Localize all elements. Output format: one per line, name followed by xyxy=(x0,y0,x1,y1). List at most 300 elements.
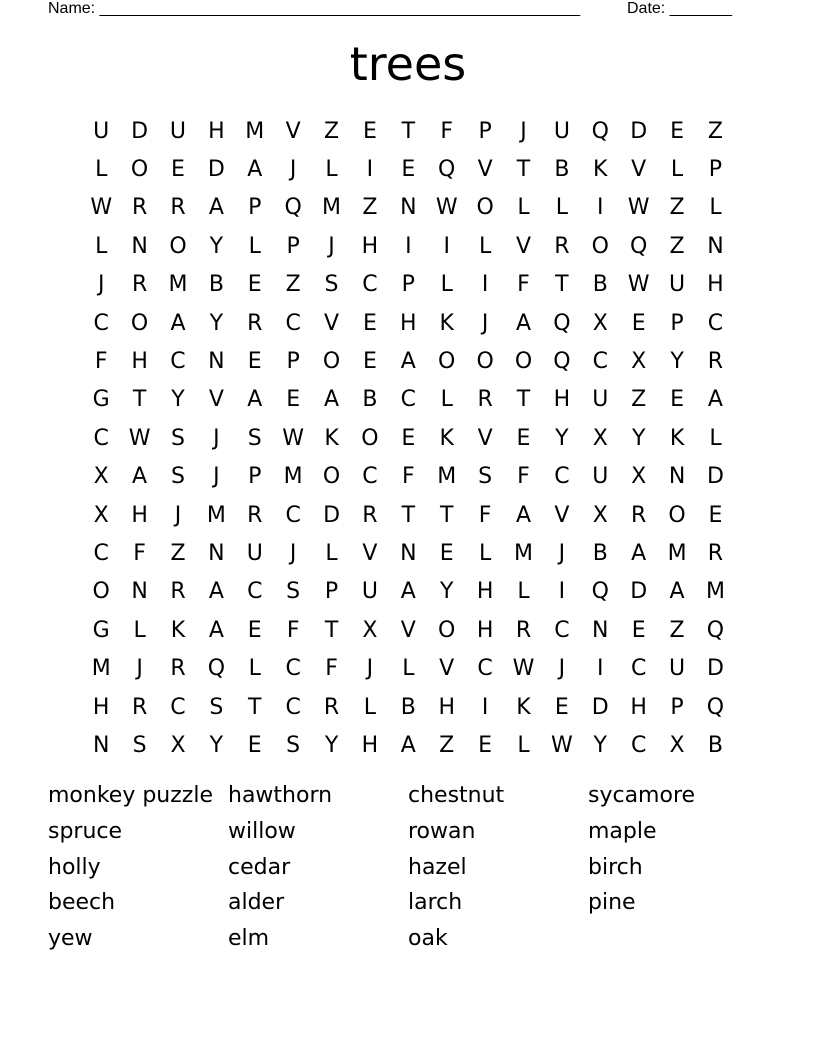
grid-letter: X xyxy=(631,464,647,490)
grid-letter: A xyxy=(132,464,148,490)
grid-letter: X xyxy=(362,617,378,643)
grid-letter: I xyxy=(597,195,604,221)
grid-letter: R xyxy=(131,272,148,298)
grid-letter: E xyxy=(439,540,454,566)
grid-letter: I xyxy=(597,656,604,682)
grid-letter: F xyxy=(517,464,530,490)
grid-letter: U xyxy=(592,387,609,413)
word-list-item: willow xyxy=(228,818,296,844)
word-list-item: beech xyxy=(48,890,116,916)
grid-letter: G xyxy=(92,617,110,643)
grid-letter: F xyxy=(401,464,415,490)
grid-letter: E xyxy=(631,617,646,643)
grid-letter: D xyxy=(131,118,149,144)
grid-letter: N xyxy=(208,349,225,375)
grid-letter: X xyxy=(631,349,647,375)
letter-grid xyxy=(82,112,735,765)
grid-letter: I xyxy=(366,157,374,183)
grid-letter: D xyxy=(706,464,724,490)
grid-letter: C xyxy=(400,387,416,413)
word-list-item: hazel xyxy=(408,854,467,880)
grid-letter: S xyxy=(324,272,339,298)
grid-letter: B xyxy=(554,157,570,183)
grid-letter: A xyxy=(170,310,186,336)
grid-letter: L xyxy=(478,233,492,259)
grid-letter: E xyxy=(247,617,262,643)
grid-letter: Q xyxy=(706,694,725,720)
grid-letter: E xyxy=(670,387,684,413)
word-list-item: holly xyxy=(48,854,101,880)
grid-letter: Z xyxy=(707,118,723,144)
grid-letter: C xyxy=(477,656,493,682)
grid-letter: J xyxy=(136,656,143,682)
grid-letter: H xyxy=(131,502,148,528)
word-list-item: yew xyxy=(48,926,93,951)
grid-letter: X xyxy=(93,464,109,490)
grid-letter: A xyxy=(400,579,416,605)
grid-letter: W xyxy=(90,195,113,221)
grid-letter: W xyxy=(627,272,650,298)
grid-letter: B xyxy=(362,387,378,413)
grid-letter: D xyxy=(323,502,341,528)
grid-letter: O xyxy=(514,349,533,375)
grid-letter: A xyxy=(707,387,723,413)
grid-letter: L xyxy=(248,233,261,259)
grid-letter: M xyxy=(283,464,303,490)
grid-letter: N xyxy=(668,464,686,490)
word-list-item: birch xyxy=(588,854,643,880)
grid-letter: N xyxy=(131,233,148,259)
grid-letter: U xyxy=(361,579,378,605)
grid-letter: E xyxy=(171,157,185,183)
grid-letter: Y xyxy=(555,425,569,451)
grid-letter: O xyxy=(438,617,456,643)
grid-letter: D xyxy=(591,694,609,720)
grid-letter: A xyxy=(400,732,416,758)
grid-letter: X xyxy=(592,310,608,336)
grid-letter: P xyxy=(248,464,262,490)
grid-letter: U xyxy=(93,118,110,144)
grid-letter: U xyxy=(669,656,686,682)
grid-letter: J xyxy=(213,464,220,490)
grid-letter: J xyxy=(213,425,220,451)
grid-letter: V xyxy=(439,656,455,682)
grid-letter: C xyxy=(93,310,109,336)
grid-letter: N xyxy=(131,579,148,605)
grid-letter: L xyxy=(517,195,530,221)
grid-letter: M xyxy=(206,502,226,528)
grid-letter: B xyxy=(592,272,608,298)
grid-letter: L xyxy=(363,694,377,720)
grid-letter: L xyxy=(248,656,261,682)
grid-letter: C xyxy=(285,502,301,528)
grid-letter: O xyxy=(591,233,609,259)
grid-letter: H xyxy=(630,694,647,720)
grid-letter: N xyxy=(400,195,417,221)
grid-letter: Y xyxy=(209,233,224,259)
grid-letter: Q xyxy=(438,157,456,183)
grid-letter: N xyxy=(92,732,110,758)
grid-letter: Z xyxy=(669,195,685,221)
grid-letter: V xyxy=(554,502,570,528)
grid-letter: F xyxy=(94,349,108,375)
grid-letter: L xyxy=(325,157,338,183)
grid-letter: Y xyxy=(439,579,454,605)
grid-letter: L xyxy=(478,540,492,566)
grid-letter: C xyxy=(592,349,608,375)
grid-letter: C xyxy=(630,732,647,758)
grid-letter: U xyxy=(553,118,570,144)
grid-letter: L xyxy=(95,233,108,259)
date-label: Date: xyxy=(627,0,670,17)
grid-letter: E xyxy=(401,157,416,183)
grid-letter: L xyxy=(517,579,530,605)
grid-letter: Q xyxy=(706,617,725,643)
word-list-item: hawthorn xyxy=(228,783,333,808)
grid-letter: O xyxy=(668,502,686,528)
grid-letter: A xyxy=(515,502,532,528)
grid-letter: R xyxy=(707,349,724,375)
grid-letter: Y xyxy=(209,732,224,758)
grid-letter: L xyxy=(440,387,453,413)
grid-letter: J xyxy=(97,272,105,298)
grid-letter: R xyxy=(170,195,186,221)
grid-letter: R xyxy=(323,694,340,720)
grid-letter: R xyxy=(477,387,493,413)
grid-letter: Z xyxy=(285,272,301,298)
grid-letter: E xyxy=(247,272,262,298)
grid-letter: Z xyxy=(669,617,685,643)
grid-letter: Z xyxy=(631,387,647,413)
grid-letter: D xyxy=(706,656,724,682)
grid-letter: E xyxy=(362,349,377,375)
grid-letter: Z xyxy=(439,732,455,758)
grid-letter: R xyxy=(170,579,186,605)
grid-letter: A xyxy=(515,310,532,336)
grid-letter: K xyxy=(439,310,454,336)
grid-letter: N xyxy=(400,540,417,566)
name-blank-line: ______________________________________________________ xyxy=(99,0,581,17)
grid-letter: G xyxy=(92,387,110,413)
grid-letter: M xyxy=(437,464,457,490)
grid-letter: Q xyxy=(553,310,571,336)
grid-letter: K xyxy=(516,694,531,720)
grid-letter: S xyxy=(478,464,493,490)
grid-letter: Q xyxy=(207,656,226,682)
grid-letter: Q xyxy=(553,349,571,375)
grid-letter: T xyxy=(401,118,416,144)
grid-letter: O xyxy=(130,310,149,336)
grid-letter: U xyxy=(592,464,609,490)
puzzle-title: trees xyxy=(349,37,467,91)
grid-letter: I xyxy=(405,233,412,259)
grid-letter: P xyxy=(248,195,262,221)
grid-letter: R xyxy=(131,195,148,221)
grid-letter: J xyxy=(481,310,489,336)
grid-letter: D xyxy=(207,157,225,183)
grid-letter: C xyxy=(247,579,263,605)
grid-letter: L xyxy=(402,656,415,682)
grid-letter: J xyxy=(558,540,566,566)
grid-letter: X xyxy=(592,502,608,528)
grid-letter: I xyxy=(558,579,566,605)
grid-letter: Y xyxy=(593,732,607,758)
word-list-item: elm xyxy=(228,926,270,951)
grid-letter: A xyxy=(400,349,416,375)
grid-letter: W xyxy=(282,425,305,451)
grid-letter: H xyxy=(400,310,417,336)
word-list-item: spruce xyxy=(48,818,123,844)
grid-letter: X xyxy=(170,732,186,758)
grid-letter: M xyxy=(322,195,342,221)
grid-letter: E xyxy=(670,118,684,144)
grid-letter: T xyxy=(516,157,531,183)
grid-letter: U xyxy=(669,272,686,298)
grid-letter: C xyxy=(170,694,186,720)
grid-letter: C xyxy=(285,694,301,720)
grid-letter: A xyxy=(631,540,647,566)
grid-letter: O xyxy=(438,349,456,375)
grid-letter: S xyxy=(209,694,224,720)
grid-letter: E xyxy=(516,425,531,451)
grid-letter: H xyxy=(131,349,148,375)
grid-letter: C xyxy=(630,656,647,682)
grid-letter: P xyxy=(670,310,684,336)
grid-letter: O xyxy=(361,425,379,451)
grid-letter: C xyxy=(362,272,378,298)
grid-letter: F xyxy=(517,272,530,298)
grid-letter: T xyxy=(401,502,416,528)
grid-letter: C xyxy=(93,425,109,451)
grid-letter: E xyxy=(401,425,416,451)
grid-letter: A xyxy=(208,195,224,221)
grid-letter: J xyxy=(520,118,527,144)
word-list-item: pine xyxy=(588,890,636,916)
grid-letter: C xyxy=(554,617,570,643)
grid-letter: P xyxy=(324,579,339,605)
word-list-item: maple xyxy=(588,818,657,844)
date-blank-line: _______ xyxy=(669,0,732,17)
grid-letter: H xyxy=(438,694,455,720)
grid-letter: D xyxy=(630,118,648,144)
grid-letter: F xyxy=(286,617,300,643)
word-list-item: monkey puzzle xyxy=(48,783,213,808)
grid-letter: C xyxy=(554,464,570,490)
grid-letter: T xyxy=(248,694,262,720)
grid-letter: R xyxy=(554,233,570,259)
grid-letter: O xyxy=(130,157,149,183)
word-list-item: alder xyxy=(228,890,285,916)
grid-letter: Z xyxy=(324,118,340,144)
grid-letter: C xyxy=(707,310,724,336)
grid-letter: Y xyxy=(631,425,646,451)
grid-letter: B xyxy=(592,540,608,566)
grid-letter: O xyxy=(169,233,187,259)
grid-letter: A xyxy=(247,387,263,413)
word-list-item: sycamore xyxy=(588,783,696,808)
grid-letter: R xyxy=(131,694,148,720)
grid-letter: K xyxy=(324,425,339,451)
grid-letter: Y xyxy=(171,387,185,413)
grid-letter: F xyxy=(133,540,146,566)
grid-letter: M xyxy=(245,118,265,144)
grid-letter: P xyxy=(670,694,684,720)
word-list-item: oak xyxy=(408,926,448,951)
grid-letter: R xyxy=(707,540,724,566)
date-field xyxy=(627,0,732,18)
grid-letter: J xyxy=(289,157,297,183)
word-list-item: chestnut xyxy=(408,783,505,808)
grid-letter: V xyxy=(324,310,340,336)
grid-letter: S xyxy=(170,464,185,490)
grid-letter: R xyxy=(515,617,532,643)
grid-letter: S xyxy=(286,732,301,758)
grid-letter: V xyxy=(362,540,378,566)
grid-letter: E xyxy=(708,502,723,528)
grid-letter: Z xyxy=(362,195,378,221)
grid-letter: A xyxy=(208,579,224,605)
grid-letter: C xyxy=(285,656,301,682)
grid-letter: E xyxy=(554,694,569,720)
grid-letter: F xyxy=(325,656,338,682)
grid-letter: X xyxy=(669,732,685,758)
grid-letter: M xyxy=(514,540,533,566)
grid-letter: W xyxy=(551,732,573,758)
grid-letter: S xyxy=(132,732,147,758)
grid-letter: A xyxy=(208,617,224,643)
grid-letter: H xyxy=(361,732,379,758)
grid-letter: K xyxy=(669,425,685,451)
grid-letter: V xyxy=(477,157,493,183)
grid-letter: M xyxy=(91,656,111,682)
grid-letter: P xyxy=(286,349,300,375)
grid-letter: V xyxy=(400,617,416,643)
grid-letter: S xyxy=(170,425,185,451)
grid-letter: E xyxy=(247,732,262,758)
grid-letter: H xyxy=(476,579,494,605)
word-list xyxy=(48,778,768,957)
grid-letter: L xyxy=(440,272,453,298)
grid-letter: P xyxy=(286,233,300,259)
grid-letter: I xyxy=(481,694,489,720)
grid-letter: Q xyxy=(591,118,609,144)
grid-letter: W xyxy=(627,195,650,221)
grid-letter: X xyxy=(592,425,608,451)
grid-letter: H xyxy=(476,617,494,643)
grid-letter: A xyxy=(669,579,685,605)
grid-letter: A xyxy=(247,157,263,183)
grid-letter: J xyxy=(558,656,566,682)
word-list-item: cedar xyxy=(228,854,291,880)
grid-letter: I xyxy=(481,272,489,298)
grid-letter: V xyxy=(285,118,301,144)
grid-letter: E xyxy=(247,349,262,375)
grid-letter: M xyxy=(168,272,188,298)
grid-letter: V xyxy=(208,387,224,413)
grid-letter: R xyxy=(362,502,378,528)
grid-letter: O xyxy=(322,349,341,375)
grid-letter: C xyxy=(362,464,378,490)
grid-letter: M xyxy=(705,579,725,605)
grid-letter: Z xyxy=(170,540,186,566)
grid-letter: P xyxy=(401,272,415,298)
grid-letter: O xyxy=(92,579,110,605)
grid-letter: R xyxy=(170,656,186,682)
grid-letter: T xyxy=(516,387,531,413)
grid-letter: E xyxy=(362,118,377,144)
grid-letter: W xyxy=(512,656,535,682)
grid-letter: X xyxy=(93,502,109,528)
grid-letter: E xyxy=(286,387,301,413)
grid-letter: Q xyxy=(591,579,609,605)
grid-letter: N xyxy=(592,617,609,643)
grid-letter: H xyxy=(92,694,110,720)
grid-letter: L xyxy=(517,732,530,758)
grid-letter: L xyxy=(95,157,108,183)
grid-letter: W xyxy=(435,195,458,221)
word-list-item: rowan xyxy=(408,818,476,844)
grid-letter: U xyxy=(169,118,187,144)
grid-letter: U xyxy=(246,540,263,566)
grid-letter: J xyxy=(174,502,182,528)
name-field xyxy=(48,0,580,18)
grid-letter: R xyxy=(247,310,263,336)
grid-letter: B xyxy=(707,732,723,758)
grid-letter: Q xyxy=(630,233,648,259)
grid-letter: F xyxy=(478,502,492,528)
grid-letter: L xyxy=(670,157,684,183)
grid-letter: Y xyxy=(324,732,339,758)
grid-letter: T xyxy=(132,387,147,413)
grid-letter: H xyxy=(208,118,225,144)
grid-letter: C xyxy=(93,540,109,566)
grid-letter: M xyxy=(667,540,687,566)
grid-letter: Y xyxy=(209,310,224,336)
grid-letter: T xyxy=(555,272,569,298)
grid-letter: H xyxy=(707,272,724,298)
grid-letter: E xyxy=(362,310,377,336)
grid-letter: H xyxy=(553,387,571,413)
grid-letter: H xyxy=(361,233,379,259)
grid-letter: B xyxy=(400,694,416,720)
word-list-item: larch xyxy=(408,890,463,916)
grid-letter: J xyxy=(289,540,297,566)
grid-letter: N xyxy=(208,540,225,566)
grid-letter: O xyxy=(476,195,494,221)
grid-letter: S xyxy=(286,579,301,605)
grid-letter: C xyxy=(170,349,186,375)
grid-letter: J xyxy=(328,233,335,259)
grid-letter: E xyxy=(631,310,646,336)
grid-letter: N xyxy=(707,233,724,259)
grid-letter: R xyxy=(247,502,263,528)
grid-letter: W xyxy=(128,425,151,451)
grid-letter: V xyxy=(477,425,493,451)
grid-letter: E xyxy=(478,732,493,758)
grid-letter: L xyxy=(555,195,569,221)
grid-letter: P xyxy=(708,157,723,183)
grid-letter: B xyxy=(208,272,224,298)
grid-letter: C xyxy=(285,310,301,336)
grid-letter: Z xyxy=(669,233,685,259)
grid-letter: T xyxy=(439,502,454,528)
grid-letter: F xyxy=(440,118,454,144)
grid-letter: L xyxy=(709,425,722,451)
grid-letter: S xyxy=(247,425,262,451)
name-label: Name: xyxy=(48,0,100,17)
grid-letter: P xyxy=(478,118,492,144)
grid-letter: K xyxy=(170,617,186,643)
